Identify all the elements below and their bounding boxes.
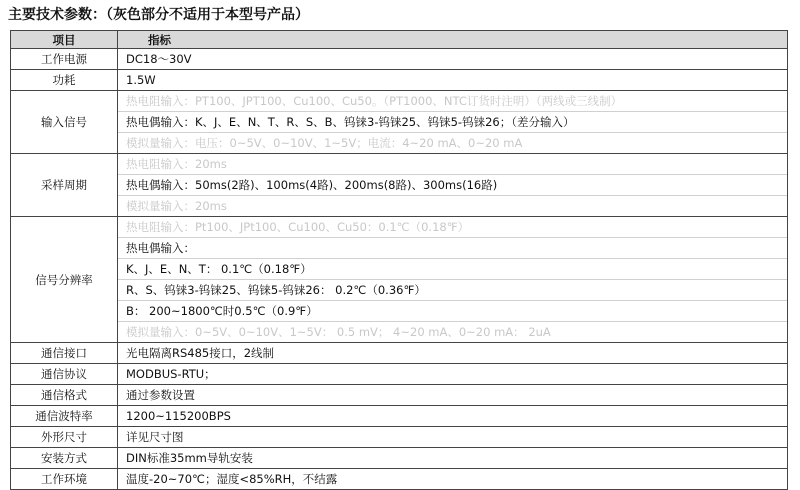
row-value xyxy=(118,385,788,406)
spec-table xyxy=(10,30,788,490)
spec-line: 热电偶输入：50ms(2路)、100ms(4路)、200ms(8路)、300ms(16路) xyxy=(118,174,787,195)
row-label: 信号分辨率 xyxy=(11,217,118,343)
spec-line-inapplicable: 热电阻输入：PT100、JPT100、Cu100、Cu50。（PT1000、NTC订货时注明）（两线或三线制） xyxy=(126,94,623,108)
row-label: 通信格式 xyxy=(11,385,118,406)
row-label: 安装方式 xyxy=(11,448,118,469)
table-row xyxy=(11,364,788,385)
row-label: 通信接口 xyxy=(11,343,118,364)
header-item: 项目 xyxy=(11,31,118,49)
spec-line: 温度-20~70℃；湿度<85%RH，不结露 xyxy=(126,472,338,486)
spec-line: B： 200~1800℃时0.5℃（0.9℉） xyxy=(118,300,787,321)
spec-line: 1.5W xyxy=(126,73,156,87)
row-value xyxy=(118,154,788,217)
table-row xyxy=(11,406,788,427)
row-value xyxy=(118,70,788,91)
spec-line-inapplicable: 热电阻输入：20ms xyxy=(126,157,227,171)
row-label: 工作电源 xyxy=(11,49,118,70)
table-row xyxy=(11,448,788,469)
row-label: 外形尺寸 xyxy=(11,427,118,448)
row-label: 通信波特率 xyxy=(11,406,118,427)
spec-line: DIN标准35mm导轨安装 xyxy=(126,451,253,465)
table-row xyxy=(11,91,788,154)
table-row xyxy=(11,469,788,490)
spec-line: 热电偶输入：K、J、E、N、T、R、S、B、钨铼3-钨铼25、钨铼5-钨铼26；（差分输入） xyxy=(118,111,787,132)
row-value xyxy=(118,49,788,70)
table-row xyxy=(11,49,788,70)
table-row xyxy=(11,70,788,91)
table-header-row xyxy=(11,31,788,49)
row-label: 采样周期 xyxy=(11,154,118,217)
row-value xyxy=(118,91,788,154)
spec-line: MODBUS-RTU； xyxy=(126,367,216,381)
row-label: 工作环境 xyxy=(11,469,118,490)
row-value xyxy=(118,343,788,364)
spec-line: 热电偶输入： xyxy=(118,237,787,258)
table-row xyxy=(11,427,788,448)
page-title: 主要技术参数：（灰色部分不适用于本型号产品） xyxy=(8,7,309,23)
table-row xyxy=(11,154,788,217)
table-row xyxy=(11,343,788,364)
row-value xyxy=(118,448,788,469)
spec-line-inapplicable: 模拟量输入：20ms xyxy=(118,195,787,216)
row-label: 功耗 xyxy=(11,70,118,91)
spec-line-inapplicable: 热电阻输入：Pt100、JPt100、Cu100、Cu50：0.1℃（0.18℉） xyxy=(126,220,470,234)
spec-line: 通过参数设置 xyxy=(126,388,195,402)
row-value xyxy=(118,427,788,448)
row-value xyxy=(118,469,788,490)
spec-line: 光电隔离RS485接口，2线制 xyxy=(126,346,275,360)
header-spec: 指标 xyxy=(118,31,788,49)
spec-line-inapplicable: 模拟量输入：电压：0~5V、0~10V、1~5V；电流：4~20 mA、0~20 mA xyxy=(118,132,787,153)
table-row xyxy=(11,217,788,343)
row-value xyxy=(118,364,788,385)
row-value xyxy=(118,217,788,343)
spec-line: 详见尺寸图 xyxy=(126,430,184,444)
spec-line: K、J、E、N、T： 0.1℃（0.18℉） xyxy=(118,258,787,279)
spec-line: DC18～30V xyxy=(126,52,192,66)
row-label: 输入信号 xyxy=(11,91,118,154)
row-label: 通信协议 xyxy=(11,364,118,385)
spec-line-inapplicable: 模拟量输入：0~5V、0~10V、1~5V： 0.5 mV； 4~20 mA、0~20 mA： 2uA xyxy=(118,321,787,342)
spec-line: R、S、钨铼3-钨铼25、钨铼5-钨铼26： 0.2℃（0.36℉） xyxy=(118,279,787,300)
row-value xyxy=(118,406,788,427)
spec-body xyxy=(11,49,788,490)
spec-line: 1200~115200BPS xyxy=(126,409,231,423)
table-row xyxy=(11,385,788,406)
